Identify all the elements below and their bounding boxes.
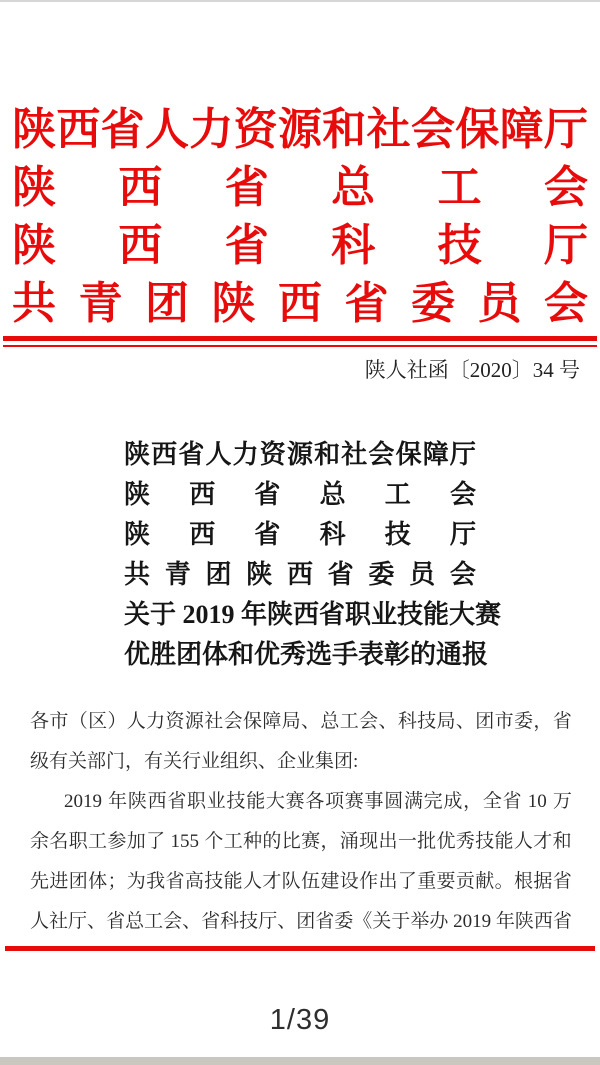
page-bottom-rule — [5, 946, 595, 951]
letterhead-line-4: 共 青 团 陕 西 省 委 员 会 — [12, 279, 588, 328]
letterhead-line-1: 陕 西 省 人 力 资 源 和 社 会 保 障 厅 — [12, 105, 588, 154]
letterhead-rule-thin — [3, 345, 597, 347]
bottom-bar — [0, 1057, 600, 1065]
body-text — [30, 702, 572, 942]
document-page[interactable] — [0, 101, 600, 951]
title-line-4: 共 青 团 陕 西 省 委 员 会 — [124, 560, 476, 589]
page-indicator: 1/39 — [269, 1004, 331, 1036]
document-number: 陕人社函〔2020〕34 号 — [364, 358, 580, 382]
letterhead-line-3: 陕 西 省 科 技 厅 — [12, 221, 588, 270]
top-divider — [0, 0, 600, 2]
title-line-3: 陕 西 省 科 技 厅 — [124, 520, 476, 549]
body-line: 先 进 团 体 ； 为 我 省 高 技 能 人 才 队 伍 建 设 作 出 了 重 要 贡 献 。 根 据 省 — [30, 871, 572, 892]
letterhead-rule-thick — [3, 336, 597, 341]
body-line: 余 名 职 工 参 加 了 155 个 工 种 的 比 赛 ， 涌 现 出 一 批 优 秀 技 能 人 才 和 — [30, 831, 572, 852]
body-line: 各 市 （ 区 ） 人 力 资 源 社 会 保 障 局 、 总 工 会 、 科 技 局 、 团 市 委 ， 省 — [30, 711, 572, 732]
title-block — [124, 435, 502, 675]
title-line-5: 关于 2019 年陕西省职业技能大赛 — [124, 600, 502, 629]
title-line-1: 陕 西 省 人 力 资 源 和 社 会 保 障 厅 — [124, 440, 476, 469]
body-line: 级有关部门，有关行业组织、企业集团: — [30, 751, 359, 772]
title-line-2: 陕 西 省 总 工 会 — [124, 480, 476, 509]
title-line-6: 优胜团体和优秀选手表彰的通报 — [124, 640, 489, 669]
body-line: 2019 年 陕 西 省 职 业 技 能 大 赛 各 项 赛 事 圆 满 完 成 ， 全 省 10 万 — [64, 791, 572, 812]
red-letterhead — [12, 101, 588, 333]
body-line: 人 社 厅 、 省 总 工 会 、 省 科 技 厅 、 团 省 委 《 关 于 举 办 2019 年 陕 西 省 — [30, 911, 572, 932]
letterhead-line-2: 陕 西 省 总 工 会 — [12, 163, 588, 212]
